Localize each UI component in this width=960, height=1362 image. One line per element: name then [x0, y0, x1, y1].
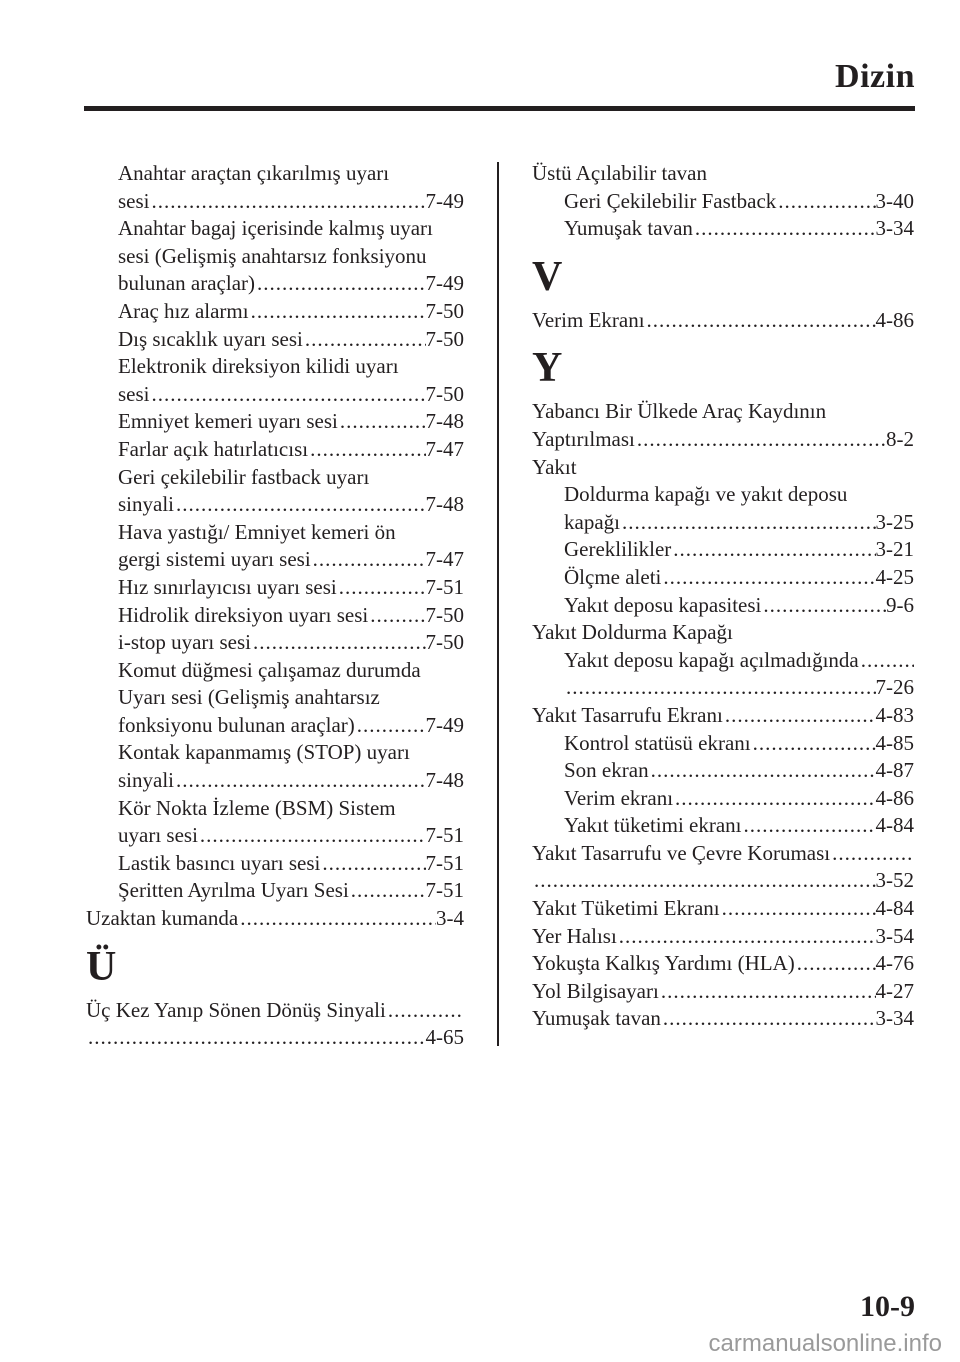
- index-subentry: [532, 812, 914, 840]
- entry-page-ref: 3-54: [875, 923, 914, 948]
- index-entry: [532, 702, 914, 730]
- entry-page-ref: 7-50: [425, 630, 464, 655]
- index-subentry: [86, 574, 464, 602]
- entry-text: Dış sıcaklık uyarı sesi: [118, 326, 303, 351]
- entry-text: Emniyet kemeri uyarı sesi: [118, 409, 338, 434]
- dot-leader: [249, 298, 426, 326]
- entry-text: sesi: [118, 381, 150, 406]
- entry-page-ref: 4-83: [875, 702, 914, 727]
- dot-leader: [303, 326, 426, 354]
- dot-leader: [617, 923, 876, 951]
- dot-leader: [338, 408, 426, 436]
- dot-leader: [723, 702, 876, 730]
- entry-text: Hava yastığı/ Emniyet kemeri ön: [118, 519, 396, 544]
- entry-page-ref: 7-51: [425, 574, 464, 599]
- entry-text: Şeritten Ayrılma Uyarı Sesi: [118, 878, 349, 903]
- index-letter-heading: Ü: [86, 943, 117, 990]
- entry-text: Uyarı sesi (Gelişmiş anahtarsız: [118, 685, 380, 710]
- index-subentry: [532, 509, 914, 537]
- index-entry: [532, 426, 914, 454]
- index-letter-heading: Y: [532, 345, 563, 392]
- entry-page-ref: 4-86: [875, 785, 914, 810]
- entry-text: Yumuşak tavan: [564, 216, 693, 241]
- index-subentry: [86, 215, 464, 243]
- entry-text: sinyali: [118, 492, 174, 517]
- entry-page-ref: 4-84: [875, 896, 914, 921]
- index-entry: [532, 950, 914, 978]
- index-entry: [532, 867, 914, 895]
- dot-leader: [320, 850, 425, 878]
- dot-leader: [174, 491, 426, 519]
- dot-leader: [238, 905, 436, 933]
- entry-page-ref: 4-87: [875, 758, 914, 783]
- dot-leader: [649, 757, 876, 785]
- dot-leader: [355, 712, 426, 740]
- index-subentry: [86, 464, 464, 492]
- entry-text: Araç hız alarmı: [118, 298, 249, 323]
- entry-text: sinyali: [118, 768, 174, 793]
- entry-text: Uzaktan kumanda: [86, 906, 239, 931]
- index-subentry: [86, 243, 464, 271]
- index-subentry: [86, 408, 464, 436]
- entry-text: Yakıt tüketimi ekranı: [564, 813, 742, 838]
- entry-page-ref: 3-52: [875, 868, 914, 893]
- index-subentry: [86, 353, 464, 381]
- dot-leader: [150, 381, 426, 409]
- entry-text: Farlar açık hatırlatıcısı: [118, 436, 309, 461]
- entry-text: Verim Ekranı: [532, 307, 645, 332]
- entry-text: Geri çekilebilir fastback uyarı: [118, 464, 370, 489]
- index-entry: [532, 307, 914, 335]
- dot-leader: [720, 895, 876, 923]
- page-number: 10-9: [860, 1290, 915, 1323]
- index-entry: [532, 923, 914, 951]
- dot-leader: [368, 602, 425, 630]
- entry-page-ref: 7-47: [425, 547, 464, 572]
- entry-text: Üç Kez Yanıp Sönen Dönüş Sinyali: [86, 997, 386, 1022]
- dot-leader: [673, 785, 875, 813]
- index-subentry: [86, 767, 464, 795]
- dot-leader: [620, 509, 876, 537]
- index-entry: [532, 895, 914, 923]
- entry-page-ref: 3-34: [875, 216, 914, 241]
- dot-leader: [661, 1005, 876, 1033]
- index-subentry: [86, 850, 464, 878]
- entry-text: sesi (Gelişmiş anahtarsız fonksiyonu: [118, 243, 427, 268]
- entry-page-ref: 7-48: [425, 409, 464, 434]
- dot-leader: [761, 592, 886, 620]
- dot-leader: [532, 867, 876, 895]
- entry-page-ref: 7-47: [425, 436, 464, 461]
- index-subentry: [532, 674, 914, 702]
- index-subentry: [86, 491, 464, 519]
- index-entry: [532, 840, 914, 868]
- entry-text: Doldurma kapağı ve yakıt deposu: [564, 482, 848, 507]
- dot-leader: [671, 536, 875, 564]
- entry-text: Yakıt deposu kapasitesi: [564, 592, 762, 617]
- entry-text: Hidrolik direksiyon uyarı sesi: [118, 602, 369, 627]
- entry-text: Geri Çekilebilir Fastback: [564, 188, 777, 213]
- index-entry: [532, 978, 914, 1006]
- entry-text: Yakıt Tasarrufu ve Çevre Koruması: [532, 840, 831, 865]
- index-subentry: [86, 298, 464, 326]
- index-subentry: [86, 657, 464, 685]
- index-subentry: [86, 822, 464, 850]
- index-subentry: [86, 381, 464, 409]
- index-subentry: [86, 160, 464, 188]
- index-subentry: [86, 739, 464, 767]
- dot-leader: [645, 307, 876, 335]
- dot-leader: [742, 812, 876, 840]
- entry-page-ref: 3-25: [875, 509, 914, 534]
- entry-text: bulunan araçlar): [118, 271, 256, 296]
- entry-text: Son ekran: [564, 758, 649, 783]
- entry-text: fonksiyonu bulunan araçlar): [118, 712, 355, 737]
- index-subentry: [532, 647, 914, 675]
- entry-text: kapağı: [564, 509, 620, 534]
- header-rule: [84, 106, 915, 111]
- entry-text: Yakıt Doldurma Kapağı: [532, 620, 733, 645]
- entry-page-ref: 7-49: [425, 712, 464, 737]
- index-subentry: [532, 188, 914, 216]
- dot-leader: [150, 188, 426, 216]
- entry-text: i-stop uyarı sesi: [118, 630, 251, 655]
- entry-text: Verim ekranı: [564, 785, 674, 810]
- entry-text: Elektronik direksiyon kilidi uyarı: [118, 354, 399, 379]
- index-subentry: [532, 564, 914, 592]
- entry-page-ref: 7-51: [425, 878, 464, 903]
- entry-text: Yakıt: [532, 454, 577, 479]
- index-subentry: [532, 730, 914, 758]
- dot-leader: [693, 215, 876, 243]
- dot-leader: [635, 426, 886, 454]
- index-subentry: [86, 877, 464, 905]
- entry-text: Yol Bilgisayarı: [532, 978, 659, 1003]
- index-subentry: [532, 215, 914, 243]
- dot-leader: [776, 188, 875, 216]
- dot-leader: [251, 629, 426, 657]
- entry-page-ref: 4-27: [875, 978, 914, 1003]
- watermark: carmanualsonline.info: [708, 1330, 942, 1357]
- index-column-left: [86, 160, 464, 1052]
- entry-page-ref: 3-40: [875, 188, 914, 213]
- entry-text: Komut düğmesi çalışamaz durumda: [118, 657, 421, 682]
- index-entry: [532, 619, 914, 647]
- index-subentry: [86, 326, 464, 354]
- entry-page-ref: 9-6: [886, 592, 914, 617]
- index-subentry: [86, 270, 464, 298]
- index-subentry: [86, 684, 464, 712]
- dot-leader: [661, 564, 875, 592]
- index-letter-heading: V: [532, 253, 563, 300]
- entry-text: gergi sistemi uyarı sesi: [118, 547, 311, 572]
- entry-text: Yakıt Tasarrufu Ekranı: [532, 702, 723, 727]
- dot-leader: [751, 730, 876, 758]
- index-column-right: [532, 160, 914, 1033]
- dot-leader: [830, 840, 914, 868]
- entry-text: Anahtar araçtan çıkarılmış uyarı: [118, 161, 390, 185]
- entry-text: Yumuşak tavan: [532, 1006, 661, 1031]
- entry-text: Yer Halısı: [532, 923, 617, 948]
- entry-text: uyarı sesi: [118, 823, 198, 848]
- entry-page-ref: 7-50: [425, 298, 464, 323]
- index-entry: [532, 398, 914, 426]
- entry-page-ref: 7-26: [875, 675, 914, 700]
- dot-leader: [337, 574, 426, 602]
- entry-text: Kontak kapanmamış (STOP) uyarı: [118, 740, 410, 765]
- index-entry: [86, 1024, 464, 1052]
- entry-text: Yokuşta Kalkış Yardımı (HLA): [532, 951, 795, 976]
- entry-page-ref: 7-48: [425, 768, 464, 793]
- dot-leader: [308, 436, 425, 464]
- index-subentry: [86, 519, 464, 547]
- index-subentry: [86, 629, 464, 657]
- entry-text: Yakıt deposu kapağı açılmadığında: [564, 647, 859, 672]
- dot-leader: [255, 270, 425, 298]
- entry-text: Lastik basıncı uyarı sesi: [118, 850, 321, 875]
- dot-leader: [86, 1024, 426, 1052]
- entry-page-ref: 4-85: [875, 730, 914, 755]
- entry-page-ref: 3-34: [875, 1006, 914, 1031]
- dot-leader: [386, 997, 464, 1025]
- index-subentry: [532, 757, 914, 785]
- entry-text: Hız sınırlayıcısı uyarı sesi: [118, 574, 337, 599]
- dot-leader: [349, 877, 426, 905]
- dot-leader: [564, 674, 876, 702]
- entry-page-ref: 4-76: [875, 951, 914, 976]
- entry-page-ref: 8-2: [886, 426, 914, 451]
- entry-page-ref: 4-65: [425, 1025, 464, 1050]
- entry-page-ref: 7-49: [425, 271, 464, 296]
- entry-text: Yakıt Tüketimi Ekranı: [532, 896, 720, 921]
- index-subentry: [86, 546, 464, 574]
- dot-leader: [795, 950, 876, 978]
- dot-leader: [174, 767, 426, 795]
- index-subentry: [86, 712, 464, 740]
- dot-leader: [859, 647, 914, 675]
- entry-text: Kör Nokta İzleme (BSM) Sistem: [118, 795, 396, 820]
- index-subentry: [532, 536, 914, 564]
- entry-text: Yaptırılması: [532, 426, 635, 451]
- index-subentry: [86, 795, 464, 823]
- entry-page-ref: 7-49: [425, 188, 464, 213]
- index-entry: [532, 454, 914, 482]
- entry-page-ref: 7-51: [425, 823, 464, 848]
- entry-text: Gereklilikler: [564, 537, 672, 562]
- entry-page-ref: 7-50: [425, 602, 464, 627]
- entry-page-ref: 7-51: [425, 850, 464, 875]
- entry-text: Anahtar bagaj içerisinde kalmış uyarı: [118, 216, 433, 241]
- entry-page-ref: 3-21: [875, 537, 914, 562]
- entry-page-ref: 3-4: [436, 906, 464, 931]
- index-subentry: [532, 481, 914, 509]
- index-entry: [86, 997, 464, 1025]
- entry-text: Ölçme aleti: [564, 564, 662, 589]
- index-subentry: [86, 188, 464, 216]
- dot-leader: [198, 822, 426, 850]
- entry-page-ref: 7-50: [425, 381, 464, 406]
- entry-text: Kontrol statüsü ekranı: [564, 730, 751, 755]
- entry-text: sesi: [118, 188, 150, 213]
- index-entry: [532, 1005, 914, 1033]
- index-entry: [86, 905, 464, 933]
- index-subentry: [532, 592, 914, 620]
- entry-page-ref: 4-25: [875, 564, 914, 589]
- index-subentry: [86, 436, 464, 464]
- column-divider: [497, 162, 499, 1046]
- dot-leader: [659, 978, 876, 1006]
- entry-page-ref: 7-48: [425, 492, 464, 517]
- entry-page-ref: 4-86: [875, 307, 914, 332]
- entry-text: Üstü Açılabilir tavan: [532, 161, 707, 185]
- index-subentry: [532, 785, 914, 813]
- index-entry: [532, 160, 914, 188]
- index-subentry: [86, 602, 464, 630]
- page-title: Dizin: [835, 58, 915, 95]
- entry-page-ref: 4-84: [875, 813, 914, 838]
- dot-leader: [311, 546, 426, 574]
- entry-text: Yabancı Bir Ülkede Araç Kaydının: [532, 399, 827, 424]
- entry-page-ref: 7-50: [425, 326, 464, 351]
